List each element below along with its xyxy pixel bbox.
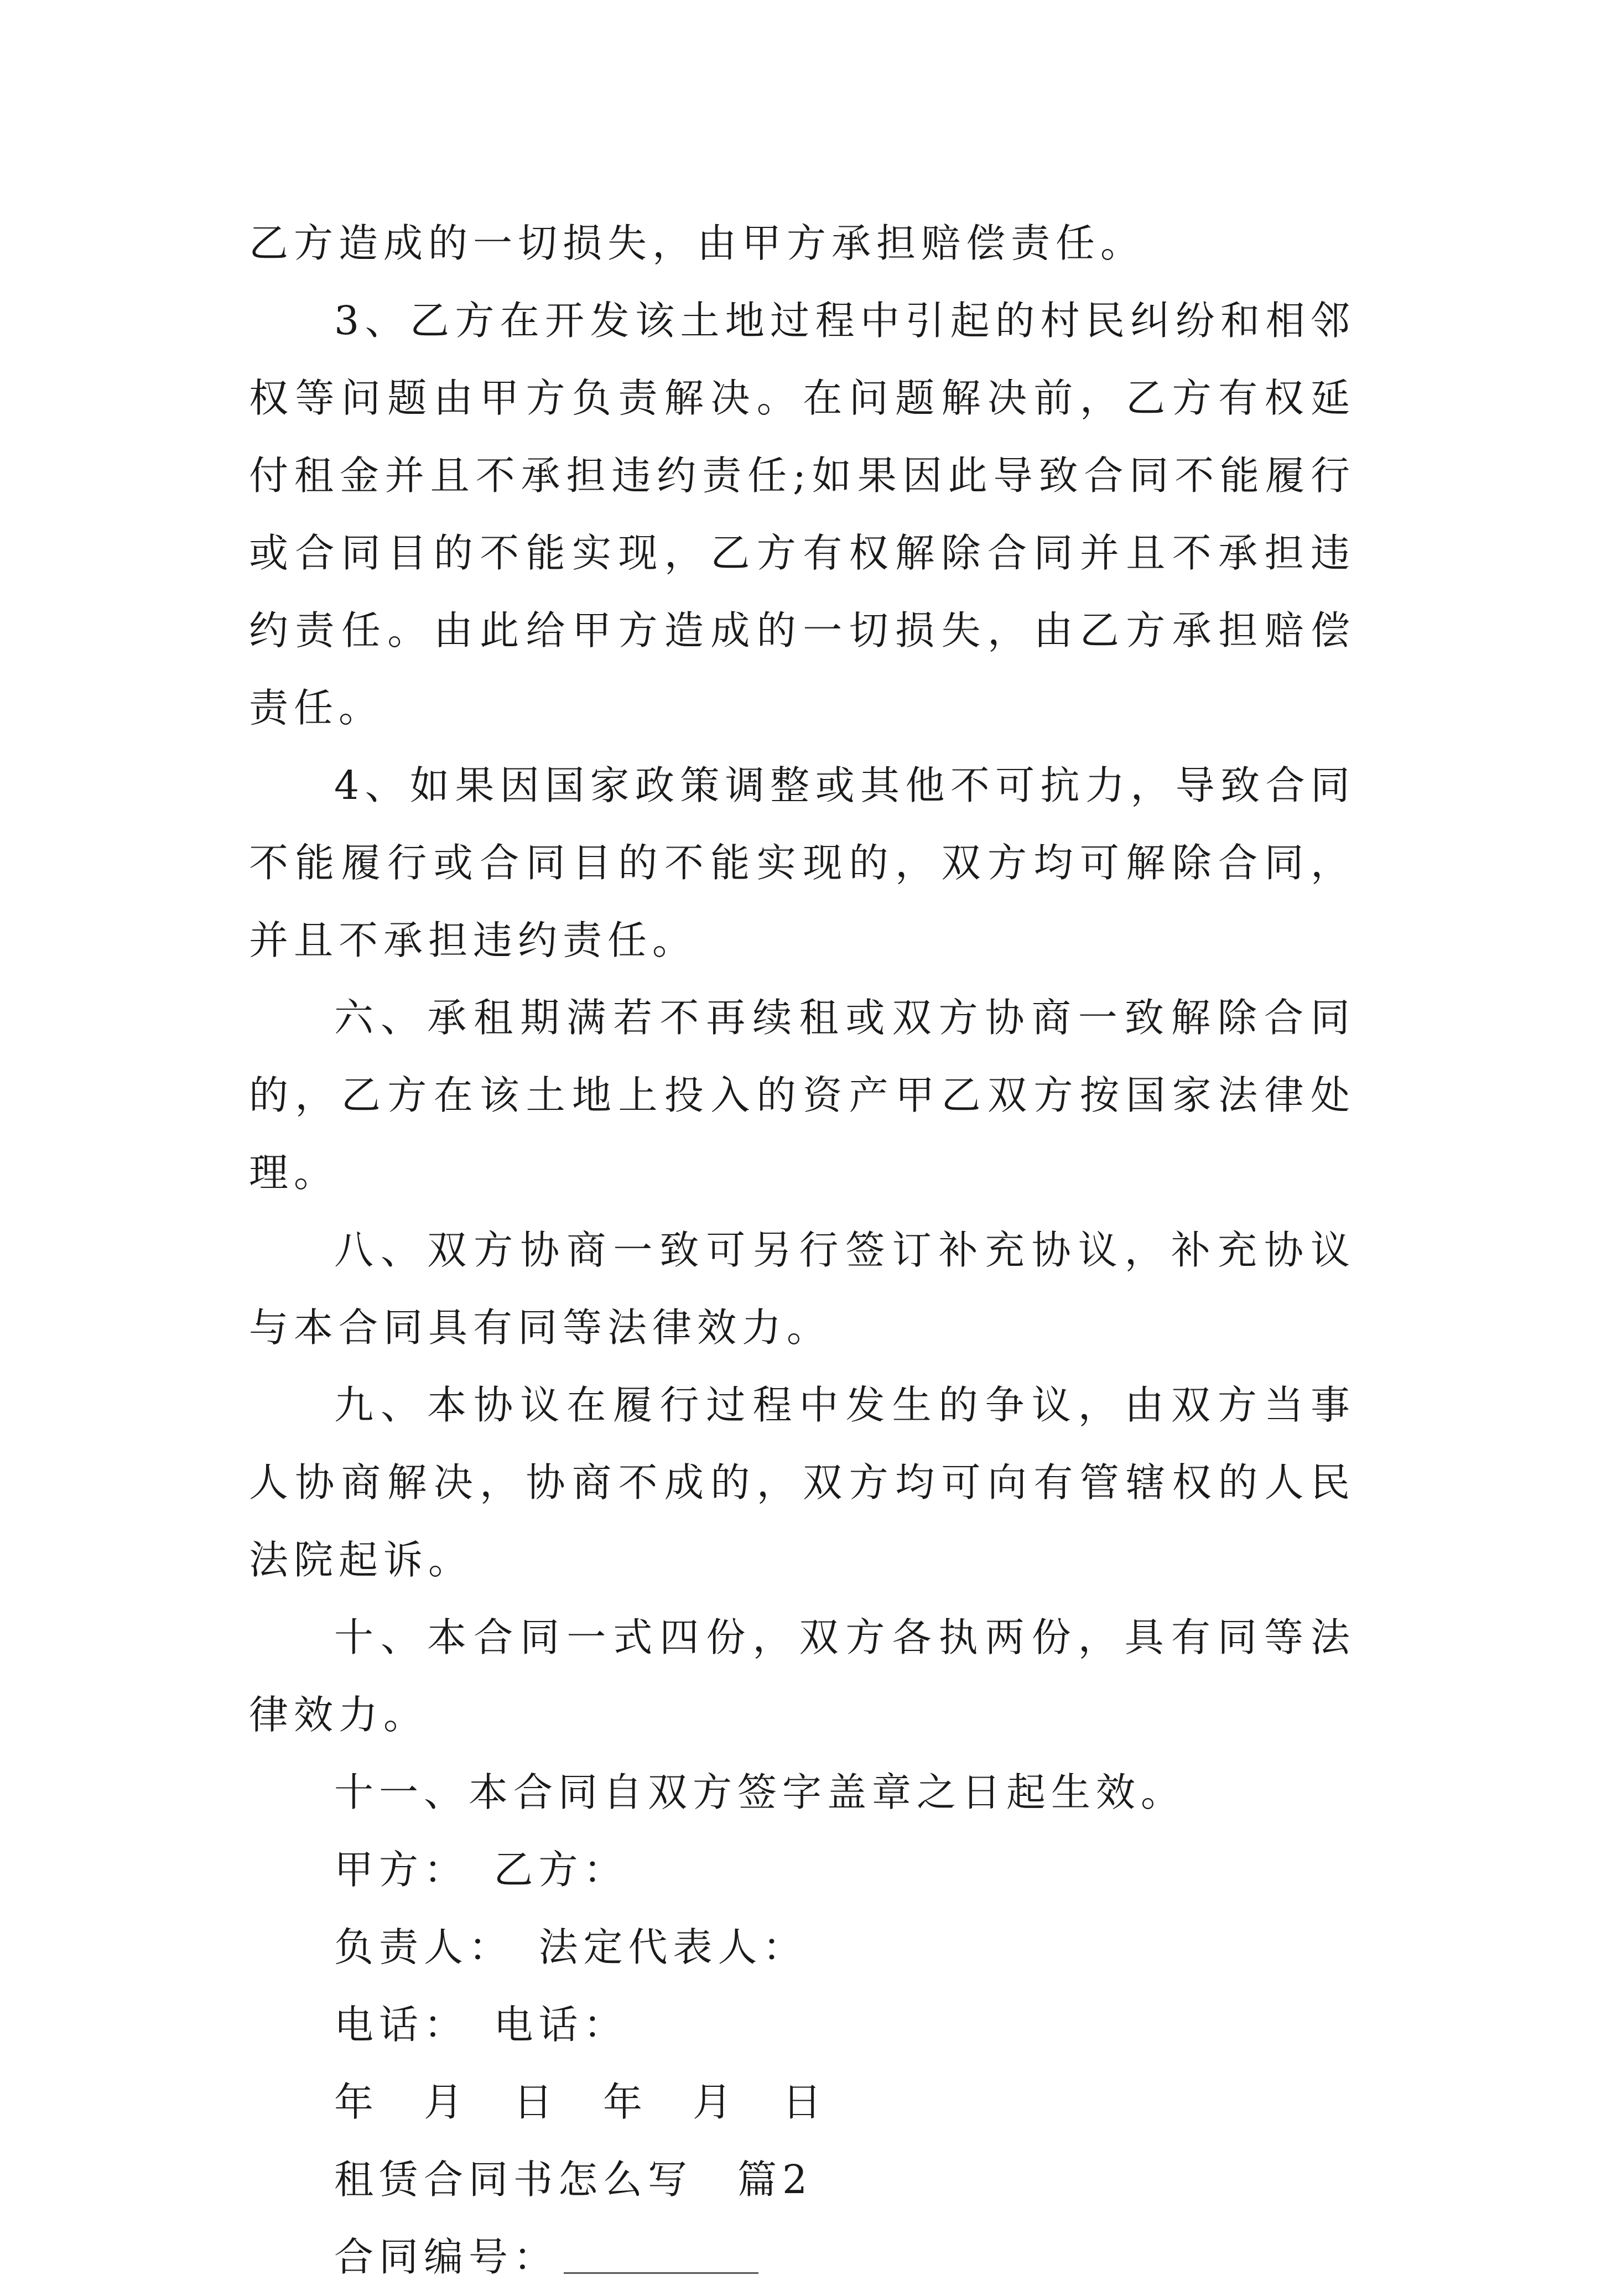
paragraph-article-6: 六、承租期满若不再续租或双方协商一致解除合同的，乙方在该土地上投入的资产甲乙双方按国家法律处理。 [249, 995, 1355, 1196]
paragraph-article-9: 九、本协议在履行过程中发生的争议，由双方当事人协商解决，协商不成的，双方均可向有管辖权的人民法院起诉。 [249, 1382, 1355, 1583]
paragraph-article-11: 十一、本合同自双方签字盖章之日起生效。 [334, 1769, 1186, 1815]
contract-number-line [249, 2219, 1355, 2296]
signature-representatives: 负责人： 法定代表人： [334, 1924, 808, 1970]
paragraph-clause-3: 3、乙方在开发该土地过程中引起的村民纠纷和相邻权等问题由甲方负责解决。在问题解决前，乙方有权延付租金并且不承担违约责任;如果因此导致合同不能履行或合同目的不能实现，乙方有权解除合同并且不承担违约责任。由此给甲方造成的一切损失，由乙方承担赔偿责任。 [249, 298, 1355, 731]
signature-parties: 甲方： 乙方： [334, 1847, 628, 1893]
signature-dates: 年 月 日 年 月 日 [334, 2079, 828, 2125]
signature-phones: 电话： 电话： [334, 2002, 628, 2048]
paragraph-continuation: 乙方造成的一切损失，由甲方承担赔偿责任。 [249, 220, 1146, 266]
section-title: 租赁合同书怎么写 篇2 [334, 2157, 813, 2203]
paragraph-article-8: 八、双方协商一致可另行签订补充协议，补充协议与本合同具有同等法律效力。 [249, 1227, 1355, 1350]
paragraph-clause-4: 4、如果因国家政策调整或其他不可抗力，导致合同不能履行或合同目的不能实现的，双方均可解除合同，并且不承担违约责任。 [249, 762, 1355, 963]
document-body [249, 205, 1355, 2296]
contract-number-blank [564, 2272, 758, 2274]
paragraph-article-10: 十、本合同一式四份，双方各执两份，具有同等法律效力。 [249, 1614, 1355, 1738]
contract-number-label: 合同编号： [334, 2234, 559, 2280]
